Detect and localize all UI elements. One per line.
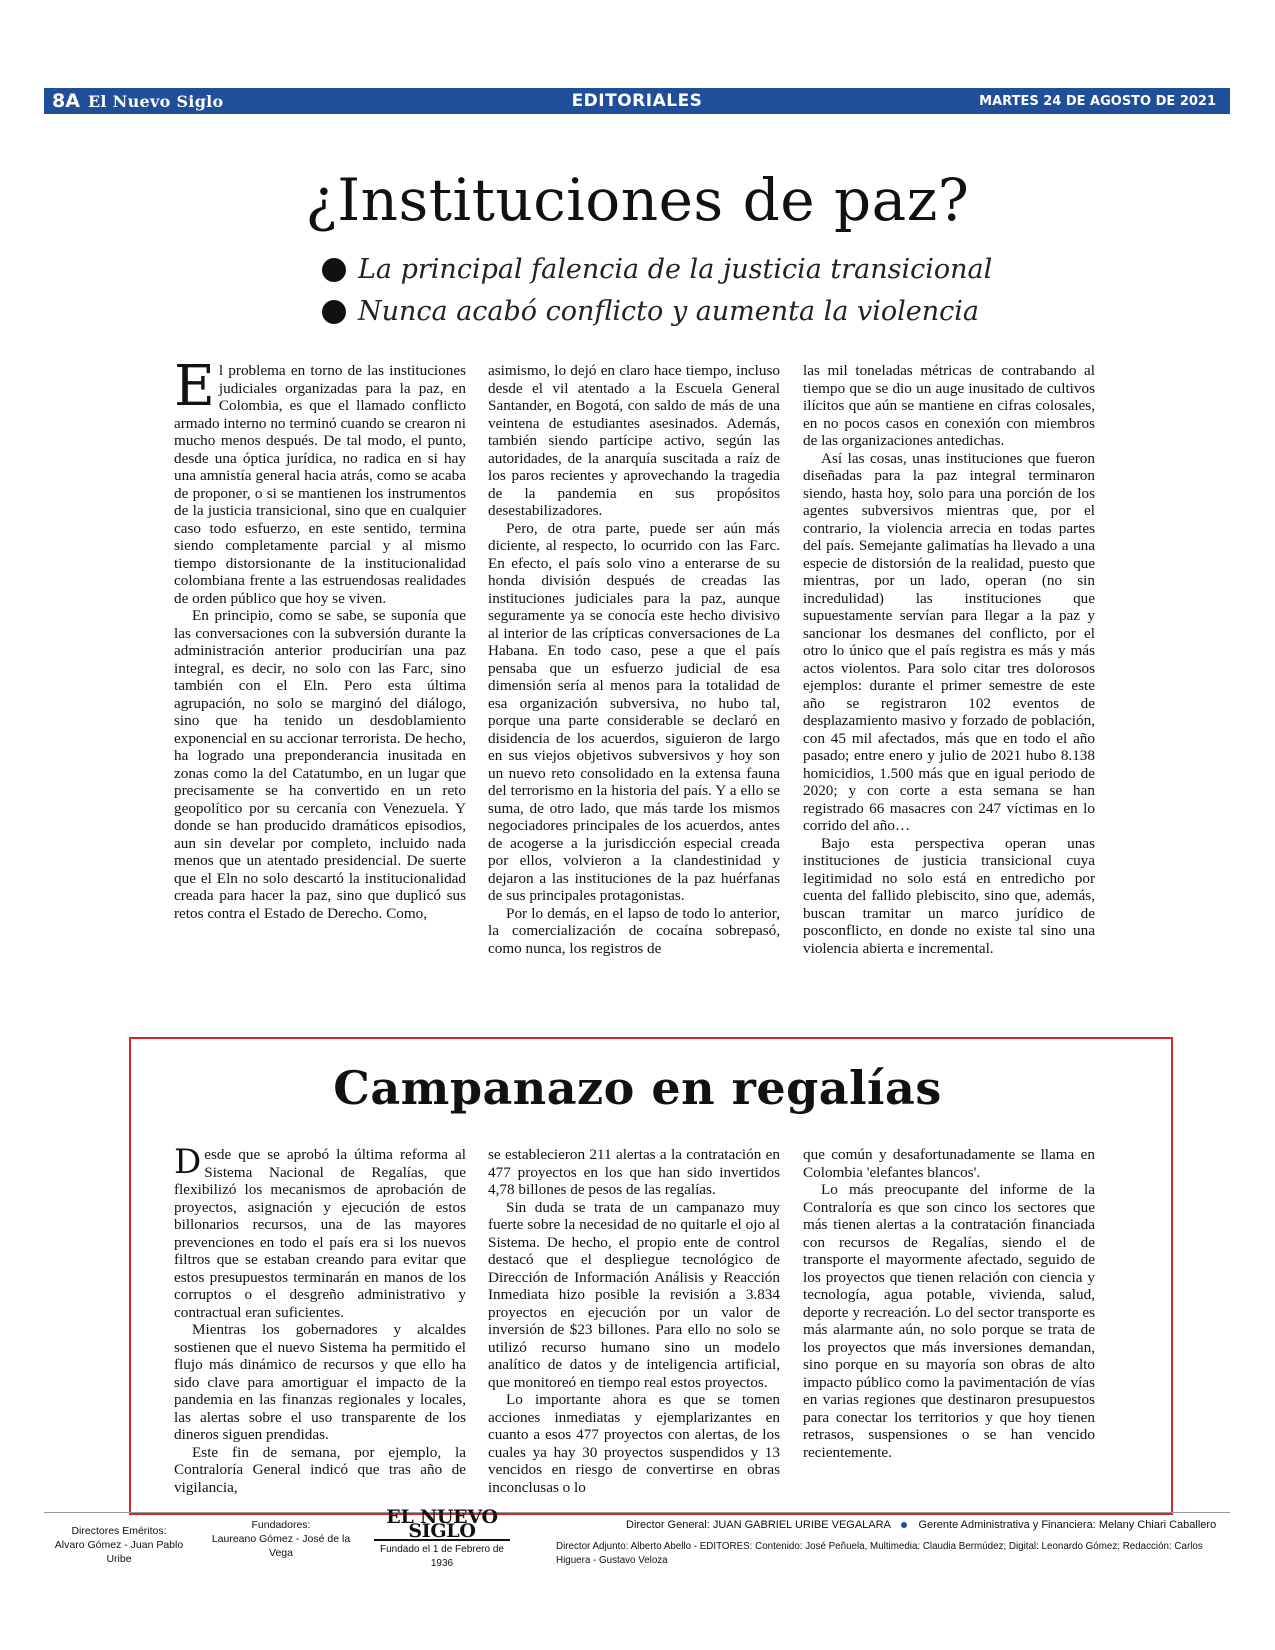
bullet-dot-icon xyxy=(322,300,346,324)
director-general-label: Director General: xyxy=(626,1519,710,1531)
paragraph: asimismo, lo dejó en claro hace tiempo, incluso desde el vil atentado a la Escuela General Santander, en Bogotá, con saldo de más de una veintena de estudiantes asesinados. Además, también siendo partícipe activo, según las autoridades, de la anarquía suscitada a raíz de los paros recientes y aprovechando la tragedia de la pandemia en sus propósitos desestabilizadores. xyxy=(488,362,780,519)
drop-cap: D xyxy=(174,1142,202,1182)
bullet-text: La principal falencia de la justicia transicional xyxy=(358,254,993,285)
footer-logo-block xyxy=(374,1506,510,1571)
paragraph: Lo importante ahora es que se tomen acciones inmediatas y ejemplarizantes en cuanto a esos 477 proyectos con alertas, de los cuales ya hay 30 proyectos suspendidos y 13 vencidos en riesgo de convertirse en obras inconclusas o lo xyxy=(488,1391,780,1496)
editorial-2-column-3 xyxy=(803,1146,1095,1461)
paragraph: Sin duda se trata de un campanazo muy fuerte sobre la necesidad de no quitarle el ojo al Sistema. De hecho, el propio ente de control destacó que el despliegue tecnológico de Dirección de Información Análisis y Reacción Inmediata hizo posible la revisión a 3.834 proyectos en ejecución por un valor de inversión de $23 billones. Para ello no solo se utilizó recurso humano sino un modelo analítico de datos y de inteligencia artificial, que monitoreó en tiempo real estos proyectos. xyxy=(488,1198,780,1391)
editorial-1-column-3 xyxy=(803,362,1095,957)
publication-name: El Nuevo Siglo xyxy=(87,92,224,111)
paragraph-text: esde que se aprobó la última reforma al Sistema Nacional de Regalías, que flexibilizó los mecanismos de aprobación de proyectos, asignación y ejecución de estos billonarios recursos, una de las mayores prevenciones en todo el país era si los nuevos filtros que se estaban creando para evitar que estos presupuestos terminarán en manos de los corruptos o el desgreño administrativo y contractual eran suficientes. xyxy=(174,1146,466,1321)
page-header-bar xyxy=(44,88,1230,114)
paragraph: Mientras los gobernadores y alcaldes sostienen que el nuevo Sistema ha permitido el flujo más dinámico de recursos y que ello ha sido clave para amortiguar el impacto de la pandemia en las finanzas regionales y locales, las alertas sobre el uso transparente de los dineros siguen prendidas. xyxy=(174,1321,466,1443)
editorial-1-title: ¿Instituciones de paz? xyxy=(305,166,970,234)
editorial-1-column-2 xyxy=(488,362,780,957)
footer-staff: Director Adjunto: Alberto Abello - EDITORES: Contenido: José Peñuela, Multimedia: Claudia Bermúdez; Digital: Leonardo Gómez; Redacción: Carlos Higuera - Gustavo Veloza xyxy=(556,1541,1203,1566)
director-general-name: JUAN GABRIEL URIBE VEGALARA xyxy=(712,1519,891,1531)
footer-divider xyxy=(44,1512,1230,1513)
editorial-1-bullet xyxy=(322,296,979,327)
paragraph: Así las cosas, unas instituciones que fueron diseñadas para la paz integral terminaron siendo, hasta hoy, solo para una porción de los agentes subversivos mientras que, por el contrario, la violencia arrecia en todas partes del país. Semejante galimatías ha llevado a una especie de distorsión de la realidad, puesto que mientras, por un lado, operan (no sin incredulidad) las instituciones que supuestamente servían para llegar a la paz y sancionar los desmanes del conflicto, por el otro lo único que el país registra es más y más actos violentos. Para solo citar tres dolorosos ejemplos: durante el primer semestre de este año se registraron 102 eventos de desplazamiento masivo y forzado de población, con 45 mil afectados, más que en todo el año pasado; entre enero y julio de 2021 hubo 8.138 homicidios, 1.500 más que en igual periodo de 2020; y con corte a esta semana se han registrado 66 masacres con 247 víctimas en lo corrido del año… xyxy=(803,449,1095,834)
editorial-2-title: Campanazo en regalías xyxy=(333,1061,942,1115)
paragraph: Por lo demás, en el lapso de todo lo anterior, la comercialización de cocaína sobrepasó, como nunca, los registros de xyxy=(488,904,780,957)
bullet-dot-icon xyxy=(322,258,346,282)
paragraph xyxy=(174,354,466,607)
founded-date: Fundado el 1 de Febrero de 1936 xyxy=(380,1544,504,1569)
separator-dot-icon xyxy=(901,1522,907,1528)
header-left xyxy=(52,90,224,112)
paragraph: se establecieron 211 alertas a la contratación en 477 proyectos en los que han sido invertidos 4,78 billones de pesos de las regalías. xyxy=(488,1146,780,1198)
manager-name: Melany Chiari Caballero xyxy=(1098,1519,1217,1531)
directors-names: Alvaro Gómez - Juan Pablo Uribe xyxy=(54,1539,184,1565)
newspaper-logo: EL NUEVO SIGLO xyxy=(374,1510,510,1541)
editorial-1-bullet xyxy=(322,254,992,285)
footer-founders xyxy=(206,1518,356,1560)
issue-date: MARTES 24 DE AGOSTO DE 2021 xyxy=(979,93,1216,109)
bullet-text: Nunca acabó conflicto y aumenta la violencia xyxy=(358,296,979,327)
page-number: 8A xyxy=(52,90,80,112)
paragraph: Este fin de semana, por ejemplo, la Contraloría General indicó que tras año de vigilancia, xyxy=(174,1443,466,1496)
editorial-1-column-1 xyxy=(174,354,466,922)
paragraph: En principio, como se sabe, se suponía que las conversaciones con la subversión durante la administración anterior producirían una paz integral, es decir, no solo con las Farc, sino también con el Eln. Pero esta última agrupación, no solo se marginó del diálogo, sino que ha tenido un desdoblamiento exponencial en su accionar terrorista. De hecho, ha logrado una preponderancia inusitada en zonas como la del Catatumbo, en un lugar que precisamente se ha convertido en un reto geopolítico por su cercanía con Venezuela. Y donde se han producido dramáticos episodios, aun sin develar por completo, incluido nada menos que un atentado presidencial. De suerte que el Eln no solo descartó la institucionalidad creada para hacer la paz, sino que duplicó sus retos contra el Estado de Derecho. Como, xyxy=(174,607,466,922)
founders-label: Fundadores: xyxy=(251,1519,311,1531)
paragraph: las mil toneladas métricas de contrabando al tiempo que se dio un auge inusitado de cultivos ilícitos que aún se mantiene en cifras colosales, en no pocos casos en conexión con miembros de las organizaciones antedichas. xyxy=(803,362,1095,449)
manager-label: Gerente Administrativa y Financiera: xyxy=(918,1519,1096,1531)
drop-cap: E xyxy=(174,354,215,419)
footer-management xyxy=(626,1518,1230,1532)
footer-directors xyxy=(44,1524,194,1566)
directors-label: Directores Eméritos: xyxy=(71,1525,167,1537)
paragraph xyxy=(174,1142,466,1321)
paragraph: Pero, de otra parte, puede ser aún más diciente, al respecto, lo ocurrido con las Farc. En efecto, el país solo vino a enterarse de su honda división después de creadas las instituciones judiciales para la paz, aunque seguramente ya se conocía este hecho divisivo al interior de las crípticas conversaciones de La Habana. En todo caso, pese a que el país pensaba que un esfuerzo judicial de esa dimensión sería al menos para la totalidad de esa organización subversiva, no hubo tal, porque una parte considerable se declaró en disidencia de los acuerdos, siguieron de largo en sus viejos objetivos subversivos y hoy son un nuevo reto consolidado en la extensa fauna del terrorismo en la historia del país. Y a ello se suma, de otro lado, que más tarde los mismos negociadores principales de los acuerdos, antes de acogerse a la jurisdicción especial creada por ellos, volvieron a la clandestinidad y dejaron a las instituciones de la paz huérfanas de sus principales protagonistas. xyxy=(488,519,780,904)
paragraph: Lo más preocupante del informe de la Contraloría es que son cinco los sectores que más tienen alertas a la contratación financiada con recursos de Regalías, siendo el de transporte el mayormente afectado, seguido de los proyectos que tienen relación con ciencia y tecnología, agua potable, vivienda, salud, deporte y recreación. Lo del sector transporte es más alarmante aún, no solo porque se trata de los proyectos que más inversiones demandan, sino porque en su mayoría son obras de alto impacto público como la pavimentación de vías en varias regiones que destinaron presupuestos para conectar los territorios y que hoy tienen retrasos, suspensiones o se han vencido recientemente. xyxy=(803,1181,1095,1461)
paragraph: que común y desafortunadamente se llama en Colombia 'elefantes blancos'. xyxy=(803,1146,1095,1181)
paragraph-text: l problema en torno de las instituciones judiciales organizadas para la paz, en Colombia, es que el llamado conflicto armado interno no terminó cuando se crearon ni mucho menos después. De tal modo, el punto, desde una óptica jurídica, no radica en si hay una amnistía general hacia atrás, como se acaba de proponer, o si se mantienen los instrumentos de la justicia transicional, sino que en cualquier caso todo esfuerzo, en este sentido, termina siendo completamente parcial y al mismo tiempo distorsionante de la institucionalidad colombiana frente a las estruendosas realidades de orden público que hoy se viven. xyxy=(174,362,466,607)
section-name: EDITORIALES xyxy=(571,91,703,111)
paragraph: Bajo esta perspectiva operan unas instituciones de justicia transicional cuya legitimidad no solo está en entredicho por cuenta del fallido plebiscito, sino que, además, buscan tramitar un marco jurídico de posconflicto, en donde no existe tal sino una violencia abierta e incremental. xyxy=(803,834,1095,957)
editorial-2-column-2 xyxy=(488,1146,780,1496)
editorial-2-column-1 xyxy=(174,1142,466,1496)
founders-names: Laureano Gómez - José de la Vega xyxy=(211,1533,351,1559)
